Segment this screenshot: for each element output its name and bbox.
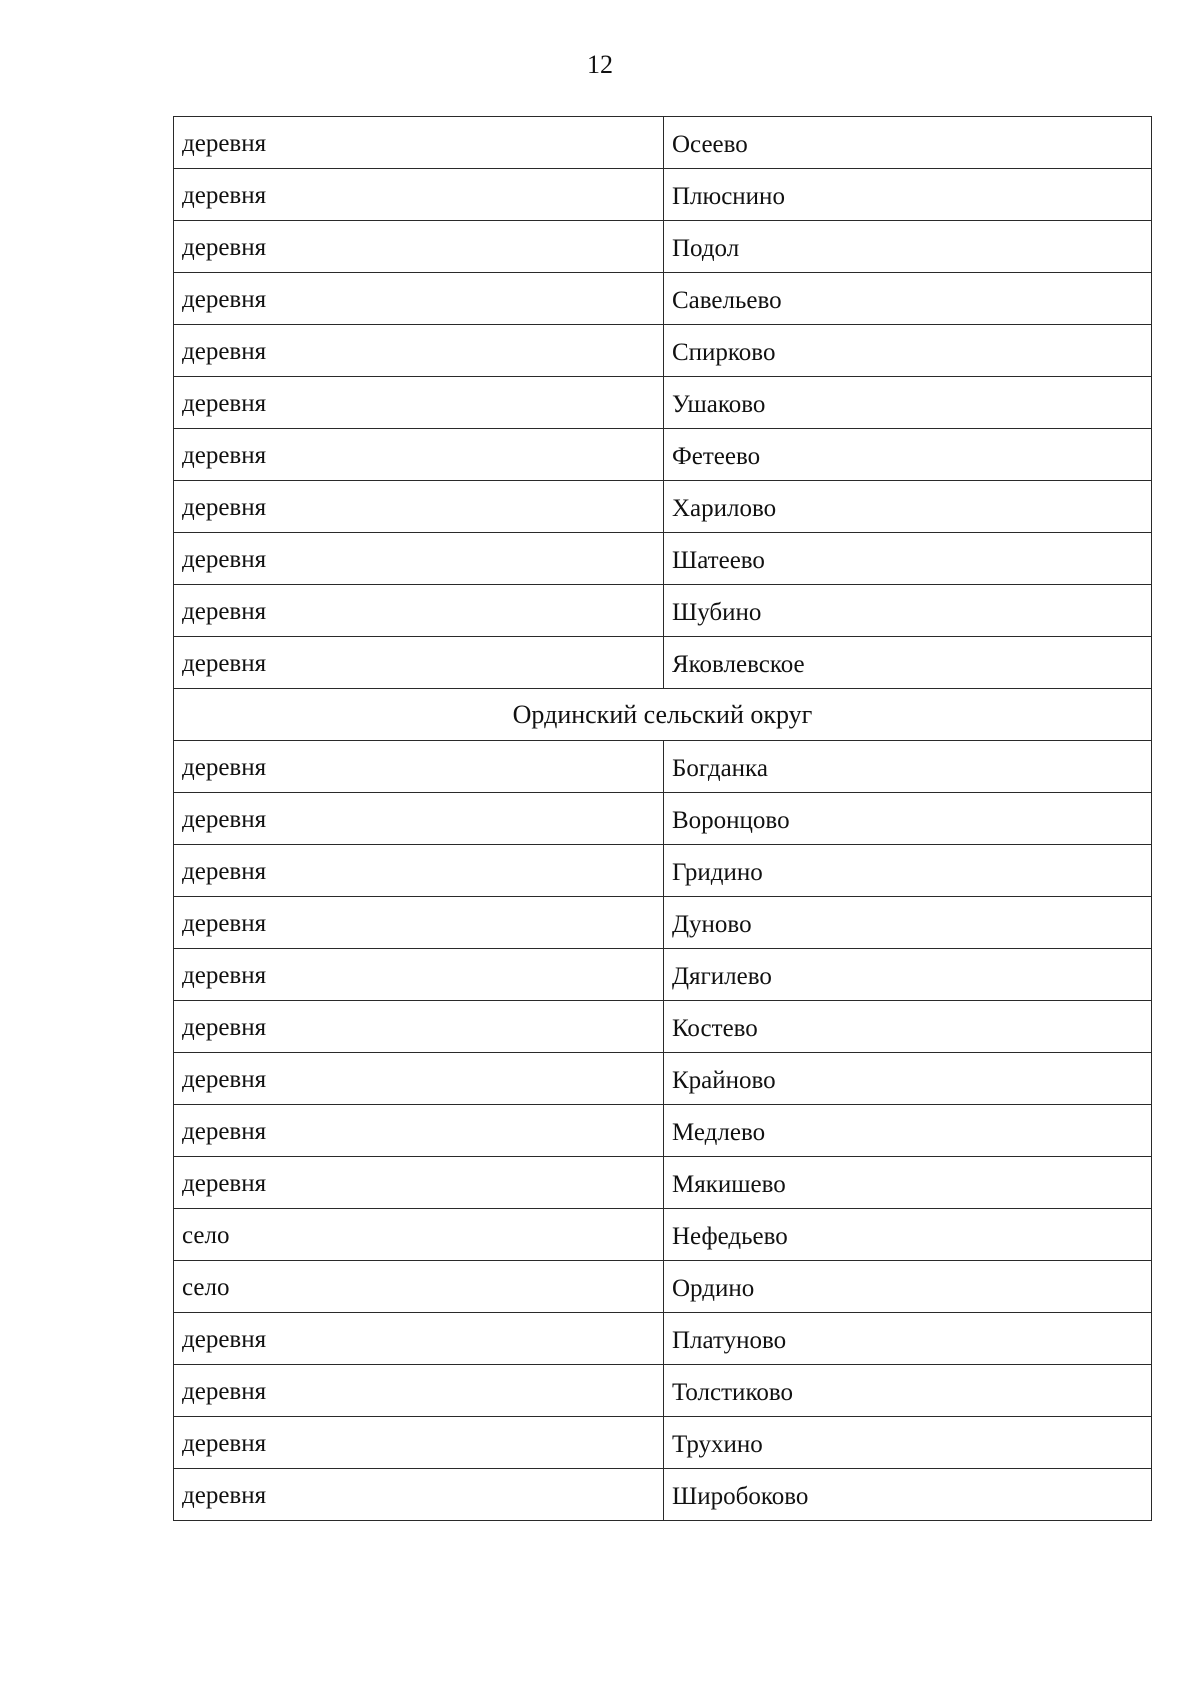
table-row	[174, 741, 1152, 793]
settlement-name: Ушаково	[664, 377, 1152, 429]
table-row	[174, 1313, 1152, 1365]
settlement-type: деревня	[174, 897, 664, 949]
table-row	[174, 117, 1152, 169]
settlement-name: Платуново	[664, 1313, 1152, 1365]
settlement-type: деревня	[174, 1313, 664, 1365]
table-row	[174, 221, 1152, 273]
settlement-name: Шатеево	[664, 533, 1152, 585]
settlement-name: Ордино	[664, 1261, 1152, 1313]
settlement-name: Спирково	[664, 325, 1152, 377]
settlement-type: деревня	[174, 949, 664, 1001]
table-row	[174, 1209, 1152, 1261]
table-body	[174, 117, 1152, 1521]
settlement-type: деревня	[174, 793, 664, 845]
settlement-table	[173, 116, 1152, 1521]
table-row	[174, 585, 1152, 637]
settlement-name: Осеево	[664, 117, 1152, 169]
settlement-name: Гридино	[664, 845, 1152, 897]
settlement-type: деревня	[174, 1105, 664, 1157]
settlement-type: деревня	[174, 533, 664, 585]
settlement-name: Медлево	[664, 1105, 1152, 1157]
settlement-name: Яковлевское	[664, 637, 1152, 689]
table-row	[174, 1261, 1152, 1313]
settlement-type: деревня	[174, 429, 664, 481]
settlement-name: Плюснино	[664, 169, 1152, 221]
settlement-name: Шубино	[664, 585, 1152, 637]
settlement-type: деревня	[174, 221, 664, 273]
settlement-name: Крайново	[664, 1053, 1152, 1105]
table-row	[174, 845, 1152, 897]
settlement-name: Широбоково	[664, 1469, 1152, 1521]
settlement-type: деревня	[174, 1001, 664, 1053]
settlement-type: деревня	[174, 741, 664, 793]
settlement-name: Харилово	[664, 481, 1152, 533]
table-row	[174, 377, 1152, 429]
table-row	[174, 325, 1152, 377]
table-row	[174, 1365, 1152, 1417]
settlement-name: Савельево	[664, 273, 1152, 325]
table-row	[174, 1001, 1152, 1053]
settlement-type: деревня	[174, 1365, 664, 1417]
table-row	[174, 1053, 1152, 1105]
settlement-name: Дуново	[664, 897, 1152, 949]
settlement-name: Костево	[664, 1001, 1152, 1053]
table-row	[174, 897, 1152, 949]
table-row	[174, 273, 1152, 325]
settlement-type: деревня	[174, 1053, 664, 1105]
table-row	[174, 1469, 1152, 1521]
table-row	[174, 637, 1152, 689]
settlement-name: Толстиково	[664, 1365, 1152, 1417]
settlement-type: деревня	[174, 481, 664, 533]
table-row	[174, 481, 1152, 533]
settlement-type: деревня	[174, 377, 664, 429]
table-row	[174, 169, 1152, 221]
section-title: Ординский сельский округ	[174, 689, 1152, 741]
settlement-type: деревня	[174, 845, 664, 897]
settlement-type: деревня	[174, 585, 664, 637]
section-header-row	[174, 689, 1152, 741]
table-row	[174, 793, 1152, 845]
table-row	[174, 1417, 1152, 1469]
settlement-type: деревня	[174, 1469, 664, 1521]
settlement-type: деревня	[174, 1157, 664, 1209]
table-row	[174, 533, 1152, 585]
table-row	[174, 1105, 1152, 1157]
settlement-type: деревня	[174, 169, 664, 221]
settlement-name: Трухино	[664, 1417, 1152, 1469]
settlement-type: деревня	[174, 1417, 664, 1469]
settlement-name: Богданка	[664, 741, 1152, 793]
settlement-name: Нефедьево	[664, 1209, 1152, 1261]
settlement-type: село	[174, 1209, 664, 1261]
table-row	[174, 1157, 1152, 1209]
settlement-type: деревня	[174, 273, 664, 325]
settlement-type: деревня	[174, 325, 664, 377]
table-row	[174, 429, 1152, 481]
settlement-type: село	[174, 1261, 664, 1313]
settlement-type: деревня	[174, 637, 664, 689]
table-row	[174, 949, 1152, 1001]
settlement-name: Мякишево	[664, 1157, 1152, 1209]
settlement-name: Фетеево	[664, 429, 1152, 481]
settlement-name: Подол	[664, 221, 1152, 273]
settlement-name: Воронцово	[664, 793, 1152, 845]
page-number: 12	[587, 50, 613, 79]
settlement-type: деревня	[174, 117, 664, 169]
settlement-name: Дягилево	[664, 949, 1152, 1001]
